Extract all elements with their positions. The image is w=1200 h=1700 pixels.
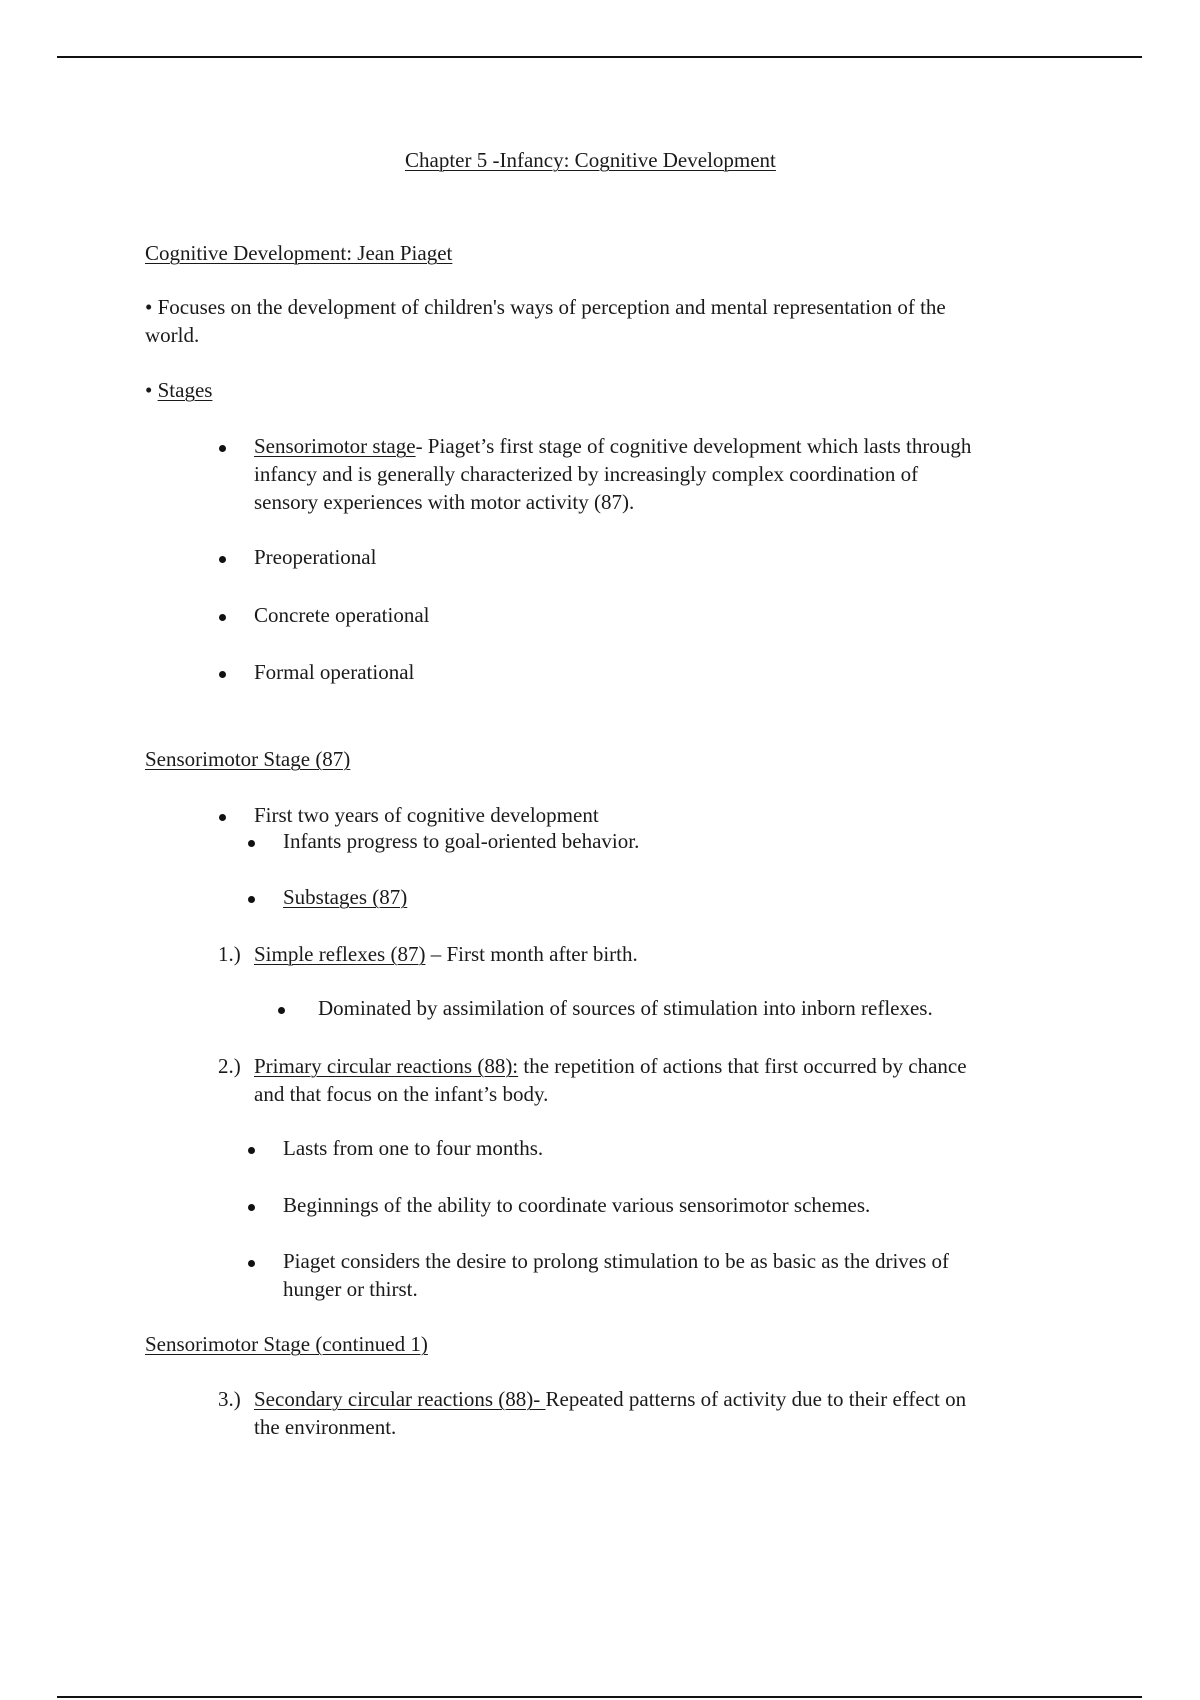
bullet-dot [219, 814, 226, 821]
goal-oriented: Infants progress to goal-oriented behavior. [283, 829, 640, 853]
bullet-dot [248, 1204, 255, 1211]
item2-line2: and that focus on the infant’s body. [254, 1082, 549, 1106]
bullet-dot [248, 1147, 255, 1154]
stage-preoperational: Preoperational [254, 545, 377, 569]
item1-rest: – First month after birth. [425, 942, 638, 966]
bullet-dot [248, 840, 255, 847]
sensorimotor-line2: infancy and is generally characterized by increasingly complex coordination of [254, 462, 919, 486]
item3-term: Secondary circular reactions (88)- [254, 1387, 546, 1411]
bullet-glyph: • [145, 378, 153, 402]
item1-line [254, 940, 638, 968]
sensorimotor-line1 [254, 432, 971, 460]
item3-line2: the environment. [254, 1415, 397, 1439]
item3-rest: Repeated patterns of activity due to their effect on [545, 1387, 967, 1411]
stages-label: Stages [157, 378, 213, 402]
page-title: Chapter 5 -Infancy: Cognitive Development [405, 148, 776, 172]
stage-formal: Formal operational [254, 660, 415, 684]
bullet-dot [219, 671, 226, 678]
item2-rest: the repetition of actions that first occurred by chance [518, 1054, 967, 1078]
first-two-years: First two years of cognitive development [254, 803, 599, 827]
bullet-dot [248, 1260, 255, 1267]
bullet-dot [219, 445, 226, 452]
item2-bullet3-line1: Piaget considers the desire to prolong stimulation to be as basic as the drives of [283, 1249, 950, 1273]
stage-concrete: Concrete operational [254, 603, 430, 627]
bullet-dot [219, 556, 226, 563]
sensorimotor-line3: sensory experiences with motor activity (87). [254, 490, 635, 514]
item1-bullet: Dominated by assimilation of sources of stimulation into inborn reflexes. [318, 996, 933, 1020]
item2-bullet1: Lasts from one to four months. [283, 1136, 544, 1160]
focus-line2: world. [145, 323, 200, 347]
item3-line1 [254, 1385, 966, 1413]
substages-label: Substages (87) [283, 885, 408, 909]
item3-number: 3.) [218, 1387, 241, 1411]
item1-number: 1.) [218, 942, 241, 966]
section-heading-sensorimotor: Sensorimotor Stage (87) [145, 747, 351, 771]
bullet-glyph: • [145, 295, 153, 319]
bottom-rule [57, 1696, 1142, 1698]
focus-bullet [145, 293, 946, 321]
item2-term: Primary circular reactions (88): [254, 1054, 519, 1078]
sensorimotor-term: Sensorimotor stage [254, 434, 416, 458]
bullet-dot [248, 896, 255, 903]
item1-term: Simple reflexes (87) [254, 942, 426, 966]
item2-line1 [254, 1052, 967, 1080]
bullet-dot [278, 1007, 285, 1014]
stages-bullet [145, 376, 212, 404]
item2-bullet2: Beginnings of the ability to coordinate various sensorimotor schemes. [283, 1193, 871, 1217]
item2-number: 2.) [218, 1054, 241, 1078]
sensorimotor-def: - Piaget’s first stage of cognitive development which lasts through [415, 434, 972, 458]
section-heading-piaget: Cognitive Development: Jean Piaget [145, 241, 453, 265]
bullet-dot [219, 614, 226, 621]
section-heading-continued: Sensorimotor Stage (continued 1) [145, 1332, 428, 1356]
item2-bullet3-line2: hunger or thirst. [283, 1277, 418, 1301]
focus-line1: Focuses on the development of children's ways of perception and mental representation of the [157, 295, 946, 319]
top-rule [57, 56, 1142, 58]
